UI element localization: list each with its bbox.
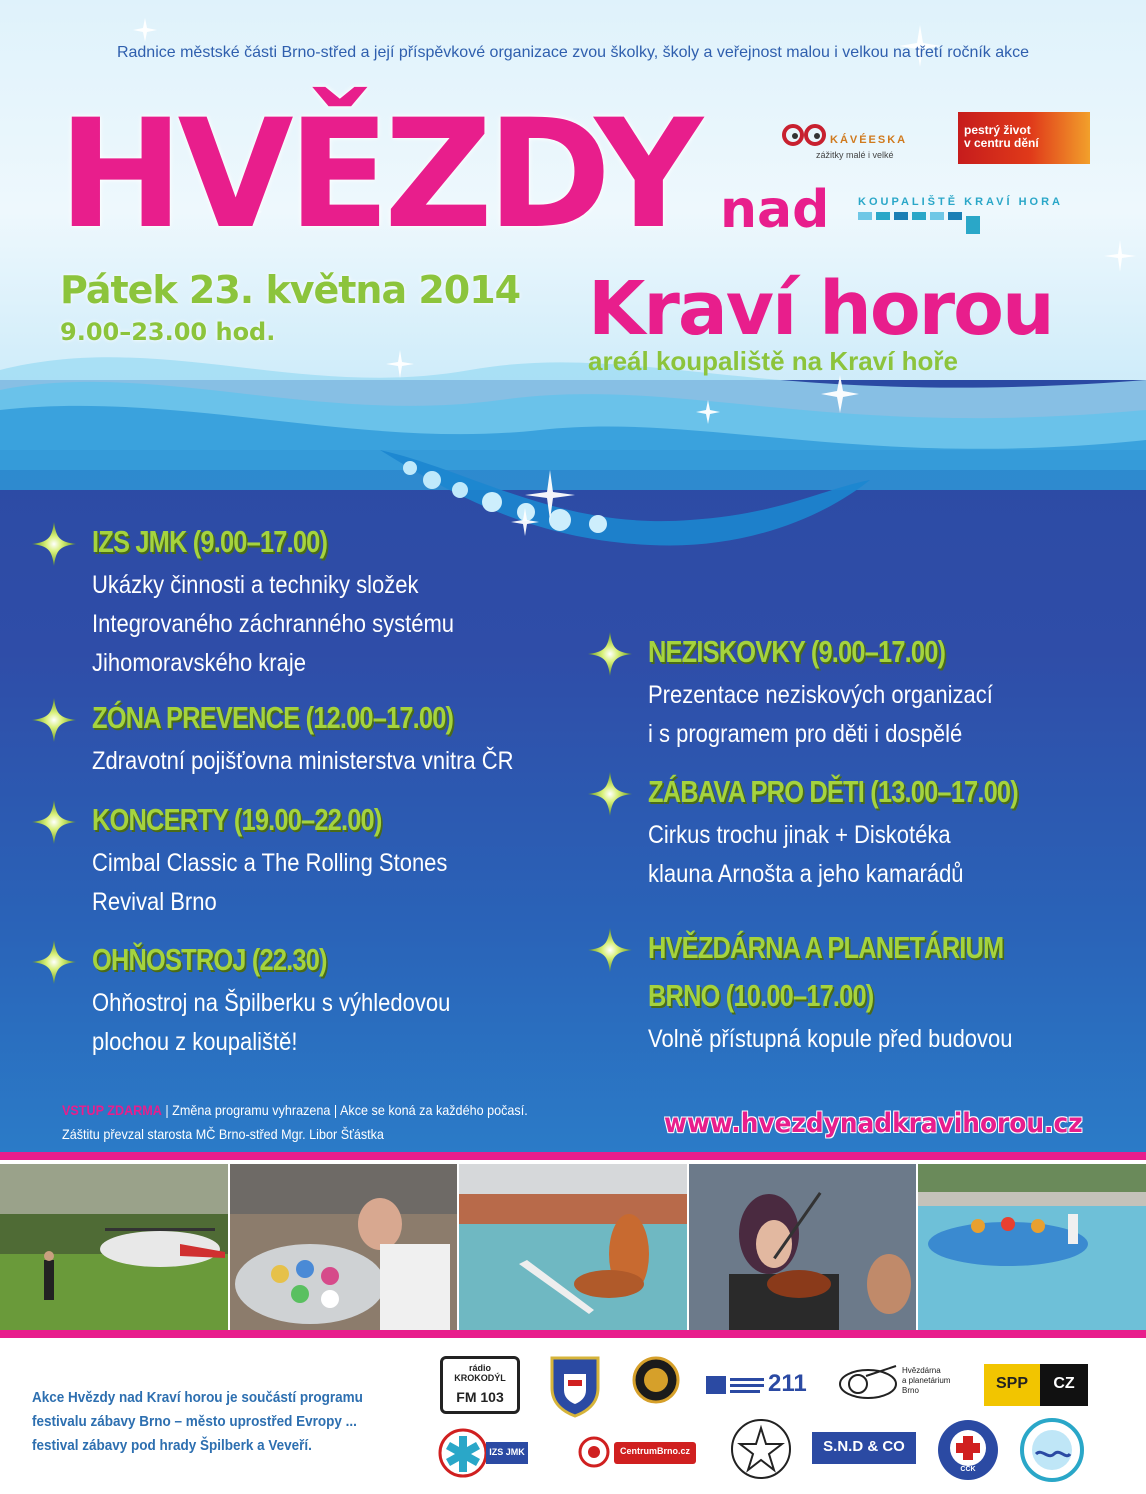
title-hvezdy: HVĚZDY	[58, 88, 698, 262]
program-heading: IZS JMK (9.00–17.00)	[92, 524, 328, 559]
star-bullet-icon	[32, 698, 76, 742]
koupaliste-bars-icon	[858, 212, 988, 234]
program-description: Ukázky činnosti a techniky složek	[92, 571, 419, 599]
zzs-icon	[706, 1370, 766, 1400]
hvezdarna-text	[902, 1366, 950, 1396]
mestska-policie-logo	[548, 1354, 602, 1418]
festival-note-line: festivalu zábavy Brno – město uprostřed Evropy ...	[32, 1413, 357, 1430]
comet-icon	[838, 1362, 900, 1408]
zzs-number: 211	[768, 1370, 807, 1397]
festival-note	[32, 1386, 363, 1458]
police-star-icon	[730, 1418, 792, 1480]
program-heading: BRNO (10.00–17.00)	[648, 978, 874, 1013]
program-description: Integrovaného záchranného systému	[92, 610, 455, 638]
zzs-logo	[706, 1370, 808, 1400]
water-rescue-icon	[1020, 1418, 1084, 1482]
star-of-life-icon	[438, 1428, 488, 1478]
star-bullet-icon	[588, 928, 632, 972]
program-description: Prezentace neziskových organizací	[648, 681, 993, 709]
cz-label: CZ	[1040, 1364, 1088, 1406]
krokodyl-name: rádio KROKODÝL	[454, 1363, 506, 1383]
photo-strip-bottom-line	[0, 1330, 1146, 1338]
event-date: Pátek 23. května 2014	[60, 268, 521, 312]
photo-face-painting	[230, 1164, 460, 1330]
photo-violinist	[689, 1164, 919, 1330]
program-description: Ohňostroj na Špilberku s výhledovou	[92, 989, 451, 1017]
hvezdarna-line: Hvězdárna	[902, 1366, 941, 1375]
footnote	[62, 1098, 528, 1146]
invitation-text: Radnice městské části Brno-střed a její příspěvkové organizace zvou školky, školy a veřejnost malou i velkou na třetí ročník akce	[116, 44, 1030, 61]
cck-label: ČČK	[960, 1466, 976, 1473]
festival-note-line: festival zábavy pod hrady Špilberk a Veveří.	[32, 1437, 312, 1454]
kaveska-sub: zážitky malé i velké	[816, 150, 894, 160]
program-description: Zdravotní pojišťovna ministerstva vnitra ČR	[92, 747, 514, 775]
centrum-brno-logo	[578, 1436, 698, 1470]
water-rescue-logo	[1020, 1418, 1084, 1482]
program-heading: OHŇOSTROJ (22.30)	[92, 942, 327, 977]
cck-logo	[936, 1418, 1000, 1482]
koupaliste-logo	[858, 196, 1063, 208]
program-description: i s programem pro děti i dospělé	[648, 720, 963, 748]
program-heading: ZÓNA PREVENCE (12.00–17.00)	[92, 700, 454, 735]
photo-strip-top-line	[0, 1152, 1146, 1160]
pestry-line2: v centru dění	[964, 136, 1039, 150]
program-heading: HVĚZDÁRNA A PLANETÁRIUM	[648, 930, 1004, 965]
star-bullet-icon	[588, 632, 632, 676]
hvezdarna-logo	[838, 1362, 968, 1410]
program-description: Volně přístupná kopule před budovou	[648, 1025, 1013, 1053]
venue-text: areál koupaliště na Kraví hoře	[588, 346, 958, 376]
footnote-rest: | Změna programu vyhrazena | Akce se koná za každého počasí.	[161, 1102, 528, 1118]
star-bullet-icon	[32, 522, 76, 566]
program-description: klauna Arnošta a jeho kamarádů	[648, 860, 964, 888]
program-heading: ZÁBAVA PRO DĚTI (13.00–17.00)	[648, 774, 1018, 809]
event-hours: 9.00–23.00 hod.	[60, 318, 276, 346]
star-bullet-icon	[32, 800, 76, 844]
program-description: Jihomoravského kraje	[92, 649, 306, 677]
centrum-label: CentrumBrno.cz	[614, 1442, 696, 1464]
program-description: Cirkus trochu jinak + Diskotéka	[648, 821, 951, 849]
program-heading: KONCERTY (19.00–22.00)	[92, 802, 382, 837]
free-entry: VSTUP ZDARMA	[62, 1102, 162, 1118]
hasici-logo	[632, 1356, 680, 1404]
hvezdarna-line: Brno	[902, 1386, 919, 1395]
photo-strip	[0, 1164, 1146, 1330]
patron-text: Záštitu převzal starosta MČ Brno-střed Mgr. Libor Šťástka	[62, 1126, 384, 1142]
koupaliste-name: KOUPALIŠTĚ KRAVÍ HORA	[858, 196, 1063, 208]
kaveska-logo	[782, 118, 932, 168]
spp-cz-logo	[984, 1364, 1088, 1406]
pestry-zivot-logo	[958, 112, 1090, 164]
target-icon	[578, 1436, 610, 1468]
program-description: Revival Brno	[92, 888, 217, 916]
program-heading: NEZISKOVKY (9.00–17.00)	[648, 634, 946, 669]
star-bullet-icon	[32, 940, 76, 984]
fire-badge-icon	[632, 1356, 680, 1404]
snd-logo: S.N.D & CO	[812, 1432, 916, 1464]
title-nad: nad	[720, 180, 830, 240]
krokodyl-logo	[440, 1356, 520, 1414]
pestry-line1: pestrý život	[964, 123, 1031, 137]
photo-rafting	[918, 1164, 1146, 1330]
title-kravi-horou: Kraví horou	[588, 266, 1053, 352]
spp-label: SPP	[984, 1364, 1040, 1406]
kaveska-name: KÁVÉESKA	[830, 134, 908, 146]
krokodyl-fm: FM 103	[456, 1389, 504, 1405]
program-description: Cimbal Classic a The Rolling Stones	[92, 849, 448, 877]
izs-label: IZS JMK	[486, 1442, 528, 1464]
photo-helicopter	[0, 1164, 230, 1330]
festival-note-line: Akce Hvězdy nad Kraví horou je součástí programu	[32, 1389, 363, 1406]
policie-cr-logo	[730, 1418, 792, 1480]
program-description: plochou z koupaliště!	[92, 1028, 298, 1056]
star-bullet-icon	[588, 772, 632, 816]
website-link[interactable]: www.hvezdynadkravihorou.cz	[664, 1108, 1083, 1139]
izs-jmk-logo	[438, 1428, 528, 1478]
eyes-icon	[782, 122, 828, 148]
hvezdarna-line: a planetárium	[902, 1376, 951, 1385]
photo-pool-swimmers	[459, 1164, 689, 1330]
police-shield-icon	[548, 1354, 602, 1418]
